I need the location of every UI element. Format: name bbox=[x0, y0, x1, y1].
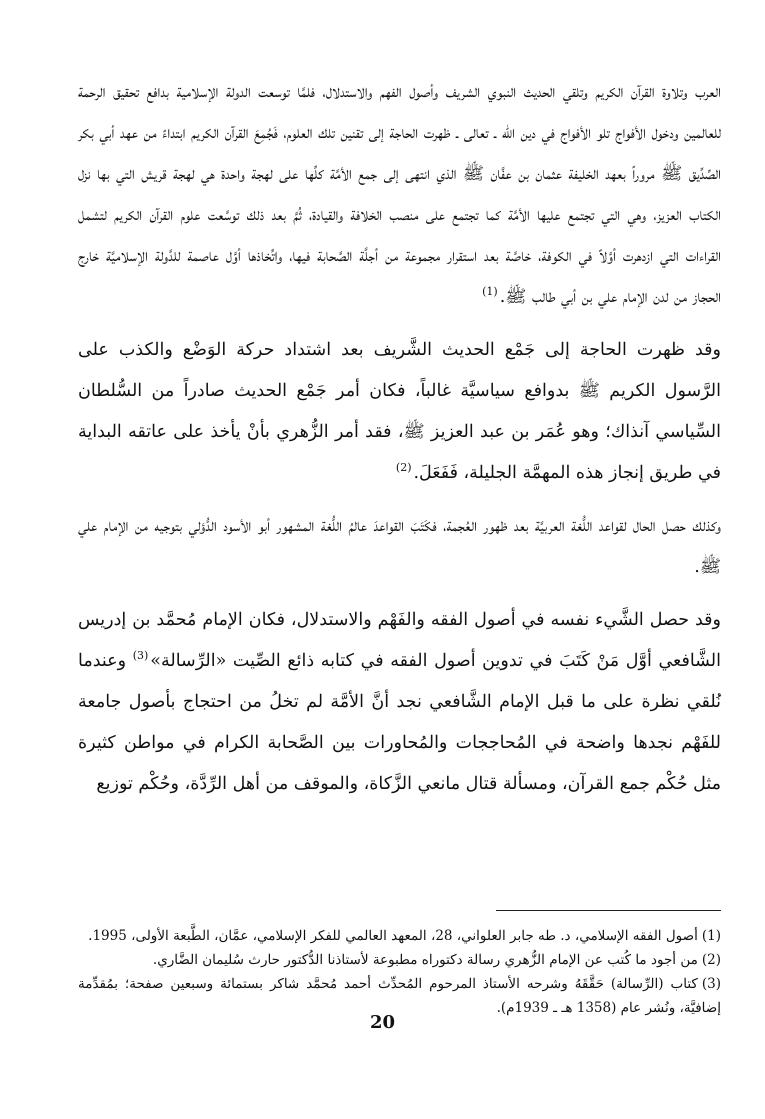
paragraph-3 bbox=[78, 506, 721, 588]
paragraph-2 bbox=[78, 330, 721, 494]
footnote-divider bbox=[496, 910, 721, 911]
page-number: 20 bbox=[369, 1012, 396, 1033]
paragraph-2-text: وقد ظهرت الحاجة إلى جَمْع الحديث الشَّريف بعد اشتداد حركة الوَضْع والكذب على الرَّسول الكريم ﷺ بدوافع سياسيَّة غالباً، فكان أمر جَمْع الحديث صادراً من السُّلطان السِّياسي آنذاك؛ وهو عُمَر بن عبد العزيز ﷺ، فقد أمر الزُّهري بأنْ يأخذ على عاتقه البداية في طريق إنجاز هذه المهمَّة الجليلة، فَفَعَلَ. bbox=[78, 340, 721, 483]
paragraph-1 bbox=[78, 72, 721, 318]
footnote-ref-2: (2) bbox=[395, 461, 412, 475]
footnote-ref-3: (3) bbox=[132, 649, 149, 663]
footnote-text: أصول الفقه الإسلامي، د. طه جابر العلواني، 28، المعهد العالمي للفكر الإسلامي، عمَّان، الطَّبعة الأولى، 1995. bbox=[88, 928, 698, 944]
paragraph-3-text: وكذلك حصل الحال لقواعد اللُّغة العربيَّة بعد ظهور العُجمة، فكَتَبَ القواعدَ عالمُ اللُّغة المشهور أبو الأسود الدُّؤلي بتوجيه من الإمام علي ﷺ. bbox=[78, 516, 721, 577]
footnote-1 bbox=[78, 924, 721, 948]
footnote-number: (1) bbox=[701, 928, 721, 944]
footnote-text: كتاب (الرِّسالة) حَقَّقَهُ وشرحه الأستاذ المرحوم المُحدِّث أحمد مُحمَّد شاكر بستمائة وسبعين صفحة؛ بمُقدِّمة إضافيَّة، ونُشر عام (1358 هـ ـ 1939م). bbox=[78, 976, 721, 1016]
footnote-ref-1: (1) bbox=[482, 285, 498, 299]
paragraph-4-text-a: وقد حصل الشَّيء نفسه في أصول الفقه والفَهْم والاستدلال، فكان الإمام مُحمَّد بن إدريس الشَّافعي أوَّل مَنْ كَتَبَ في تدوين أصول الفقه في كتابه ذائع الصِّيت «الرِّسالة» bbox=[78, 610, 721, 671]
paragraph-4 bbox=[78, 600, 721, 805]
paragraph-4-text-b: وعندما نُلقي نظرة على ما قبل الإمام الشَّافعي نجد أنَّ الأمَّة لم تخلُ من احتجاج بأصول جامعة للفَهْم نجدها واضحة في المُحاججات والمُحاورات بين الصَّحابة الكرام في مواطن كثيرة مثل حُكْم جمع القرآن، ومسألة قتال مانعي الزَّكاة، والموقف من أهل الرِّدَّة، وحُكْم توزيع bbox=[78, 651, 721, 794]
footnote-number: (2) bbox=[701, 952, 721, 968]
footnote-number: (3) bbox=[701, 976, 721, 992]
footnote-2 bbox=[78, 948, 721, 972]
book-page bbox=[78, 72, 721, 1119]
footnotes bbox=[78, 924, 721, 1020]
paragraph-1-text: العرب وتلاوة القرآن الكريم وتلقي الحديث النبوي الشريف وأصول الفهم والاستدلال، فلمَّا توسعت الدولة الإسلامية بدافع تحقيق الرحمة للعالمين ودخول الأفواج تلو الأفواج في دين الله ـ تعالى ـ ظهرت الحاجة إلى تقنين تلك العلوم، فَجُمِعَ القرآن الكريم ابتداءً من عهد أبي بكر الصِّدِّيق ﷺ مروراً بعهد الخليفة عثمان بن عفَّان ﷺ الذي انتهى إلى جمع الأمَّة كلِّها على لهجة واحدة هي لهجة قريش التي بها نزل الكتاب العزيز، وهي التي تجتمع عليها الأمَّة كما تجتمع على منصب الخلافة والقيادة، ثُمَّ بعد ذلك توسَّعت علوم القرآن الكريم لتشمل القراءات التي ازدهرت أوَّلاً في الكوفة، خاصَّة بعد استقرار مجموعة من أجلَّة الصَّحابة فيها، واتِّخاذها أوَّل عاصمة للدَّولة الإسلاميَّة خارج الحجاز من لدن الإمام علي بن أبي طالب ﷺ. bbox=[78, 82, 721, 307]
footnote-text: من أجود ما كُتب عن الإمام الزُّهري رسالة دكتوراه مطبوعة لأستاذنا الدُّكتور حارث سُليمان الضَّاري. bbox=[152, 952, 698, 968]
